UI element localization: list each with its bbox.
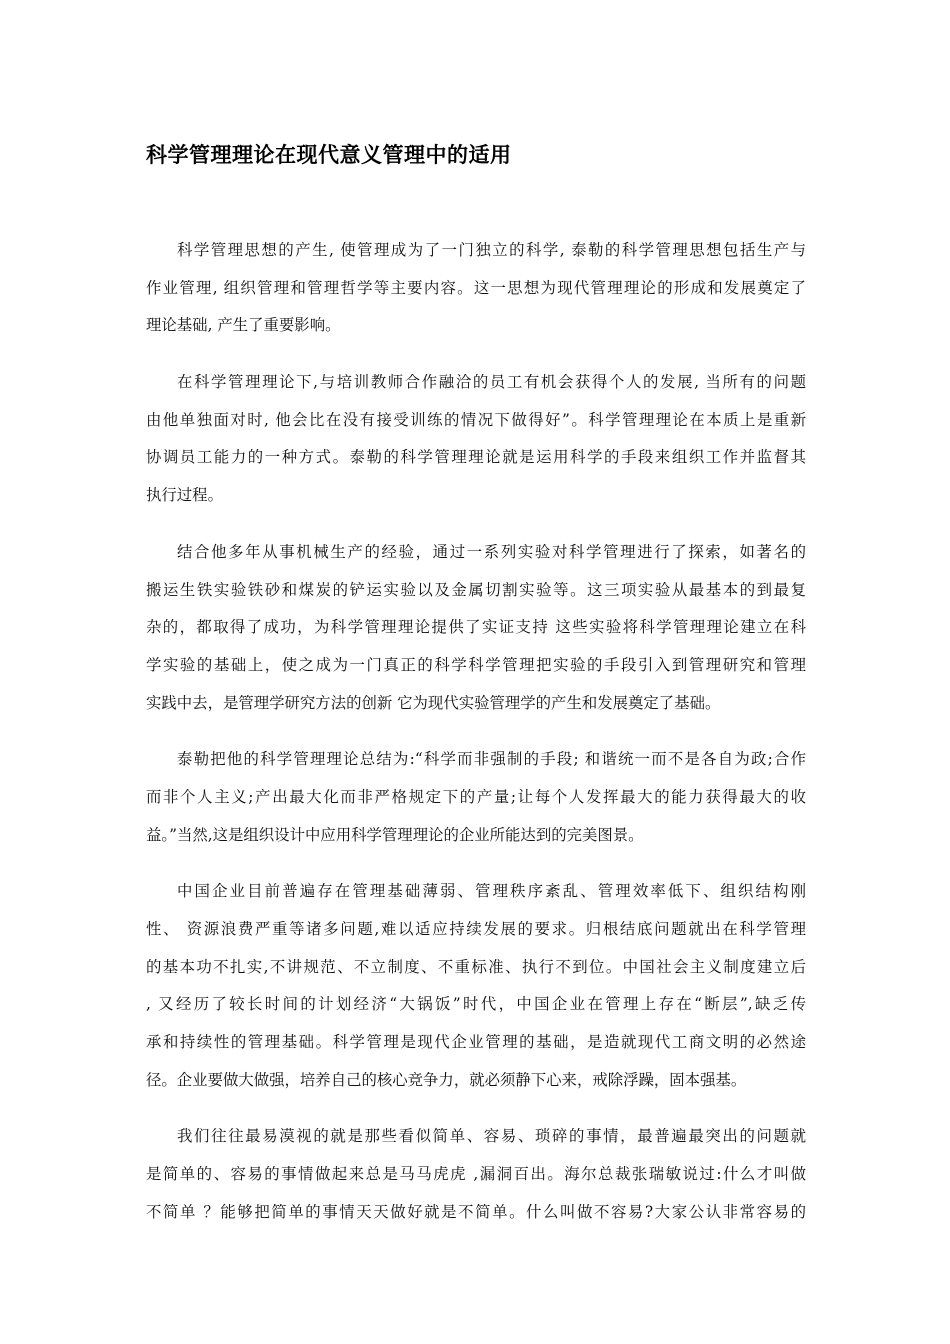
text-line: 作业管理, 组织管理和管理哲学等主要内容。这一思想为现代管理理论的形成和发展奠定了 (146, 278, 806, 297)
text-line: 而非个人主义;产出最大化而非严格规定下的产量;让每个人发挥最大的能力获得最大的收 (146, 787, 806, 806)
text-line: 我们往往最易漠视的就是那些看似简单、容易、琐碎的事情，最普遍最突出的问题就 (177, 1127, 806, 1146)
text-line: 科学管理思想的产生, 使管理成为了一门独立的科学, 泰勒的科学管理思想包括生产与 (177, 241, 806, 259)
text-line: 杂的，都取得了成功，为科学管理理论提供了实证支持 这些实验将科学管理理论建立在科 (146, 618, 806, 637)
document-body (146, 232, 806, 1251)
paragraph-1 (146, 232, 806, 345)
document-title: 科学管理理论在现代意义管理中的适用 (146, 143, 512, 167)
text-line: 不简单 ？能够把简单的事情天天做好就是不简单。什么叫做不容易?大家公认非常容易的 (146, 1202, 806, 1221)
text-line: 协调员工能力的一种方式。泰勒的科学管理理论就是运用科学的手段来组织工作并监督其 (146, 448, 806, 467)
paragraph-4 (146, 741, 806, 854)
text-line: 搬运生铁实验铁砂和煤炭的铲运实验以及金属切割实验等。这三项实验从最基本的到最复 (146, 580, 806, 599)
text-line: 实践中去，是管理学研究方法的创新 它为现代实验管理学的产生和发展奠定了基础。 (146, 693, 721, 712)
text-line: 学实验的基础上，使之成为一门真正的科学科学管理把实验的手段引入到管理研究和管理 (146, 655, 806, 674)
text-line: 在科学管理理论下,与培训教师合作融洽的员工有机会获得个人的发展, 当所有的问题 (177, 373, 806, 392)
text-line: 结合他多年从事机械生产的经验，通过一系列实验对科学管理进行了探索，如著名的 (177, 542, 806, 561)
text-line: 理论基础, 产生了重要影响。 (146, 316, 341, 335)
text-line: 益。”当然,这是组织设计中应用科学管理理论的企业所能达到的完美图景。 (146, 825, 644, 844)
text-line: 中国企业目前普遍存在管理基础薄弱、管理秩序紊乱、管理效率低下、组织结构刚 (177, 882, 806, 901)
text-line: 的基本功不扎实,不讲规范、不立制度、不重标准、执行不到位。中国社会主义制度建立后 (146, 957, 806, 976)
text-line: 性、 资源浪费严重等诸多问题,难以适应持续发展的要求。归根结底问题就出在科学管理 (146, 920, 806, 938)
paragraph-6 (146, 1118, 806, 1231)
paragraph-2 (146, 364, 806, 515)
paragraph-5 (146, 873, 806, 1099)
text-line: 执行过程。 (146, 486, 223, 505)
text-line: 承和持续性的管理基础。科学管理是现代企业管理的基础，是造就现代工商文明的必然途 (146, 1033, 806, 1052)
paragraph-3 (146, 534, 806, 722)
text-line: 由他单独面对时, 他会比在没有接受训练的情况下做得好”。科学管理理论在本质上是重新 (146, 410, 806, 429)
text-line: 是简单的、容易的事情做起来总是马马虎虎 ,漏洞百出。海尔总裁张瑞敏说过:什么才叫做 (146, 1165, 806, 1184)
text-line: , 又经历了较长时间的计划经济“大锅饭”时代，中国企业在管理上存在“断层”,缺乏传 (146, 995, 806, 1014)
text-line: 泰勒把他的科学管理理论总结为:“科学而非强制的手段; 和谐统一而不是各自为政;合作 (177, 750, 806, 769)
text-line: 径。企业要做大做强，培养自己的核心竞争力，就必须静下心来，戒除浮躁，固本强基。 (146, 1070, 747, 1089)
